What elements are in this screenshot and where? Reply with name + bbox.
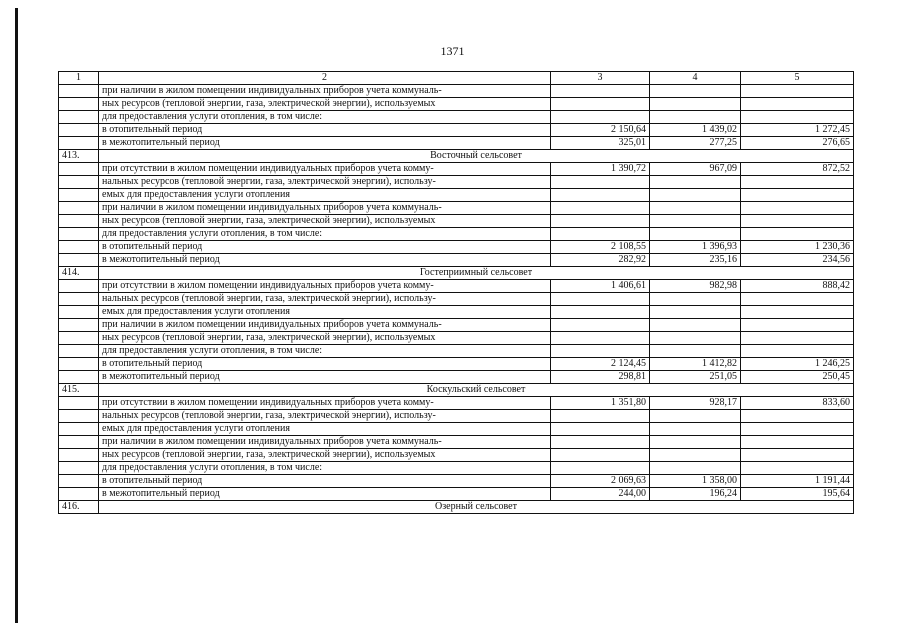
number-cell [59, 306, 99, 319]
section-title: Восточный сельсовет [99, 150, 854, 163]
table-row [59, 176, 854, 189]
value-cell [741, 98, 854, 111]
text-line: для предоставления услуги отопления, в том числе: [99, 111, 551, 124]
value-cell [741, 111, 854, 124]
value-cell [551, 332, 650, 345]
value-cell [741, 228, 854, 241]
number-cell [59, 215, 99, 228]
value-cell: 2 150,64 [551, 124, 650, 137]
number-cell [59, 436, 99, 449]
table-row [59, 475, 854, 488]
value-cell [551, 345, 650, 358]
value-cell [741, 319, 854, 332]
number-cell [59, 124, 99, 137]
value-cell: 928,17 [650, 397, 741, 410]
value-cell [650, 410, 741, 423]
number-cell [59, 241, 99, 254]
table-row [59, 85, 854, 98]
section-title: Озерный сельсовет [99, 501, 854, 514]
value-cell: 1 412,82 [650, 358, 741, 371]
value-cell [551, 98, 650, 111]
value-cell [650, 319, 741, 332]
period-label: в отопительный период [99, 358, 551, 371]
value-cell [650, 176, 741, 189]
text-line: при наличии в жилом помещении индивидуальных приборов учета коммуналь- [99, 436, 551, 449]
text-line: нальных ресурсов (тепловой энергии, газа, электрической энергии), использу- [99, 176, 551, 189]
value-cell [650, 449, 741, 462]
period-label: в межотопительный период [99, 488, 551, 501]
table-row [59, 98, 854, 111]
value-cell [741, 202, 854, 215]
value-cell [551, 306, 650, 319]
section-title: Гостеприимный сельсовет [99, 267, 854, 280]
table-row [59, 436, 854, 449]
value-cell [551, 436, 650, 449]
value-cell: 1 406,61 [551, 280, 650, 293]
value-cell: 298,81 [551, 371, 650, 384]
value-cell: 250,45 [741, 371, 854, 384]
value-cell [650, 423, 741, 436]
value-cell [741, 410, 854, 423]
text-line: емых для предоставления услуги отопления [99, 423, 551, 436]
text-line: нальных ресурсов (тепловой энергии, газа, электрической энергии), использу- [99, 293, 551, 306]
number-cell [59, 475, 99, 488]
table-row [59, 319, 854, 332]
value-cell [650, 345, 741, 358]
table-row [59, 202, 854, 215]
value-cell: 235,16 [650, 254, 741, 267]
table-row [59, 124, 854, 137]
number-cell [59, 202, 99, 215]
section-row [59, 267, 854, 280]
text-line: при наличии в жилом помещении индивидуальных приборов учета коммуналь- [99, 85, 551, 98]
value-cell: 1 439,02 [650, 124, 741, 137]
value-cell: 967,09 [650, 163, 741, 176]
value-cell: 1 390,72 [551, 163, 650, 176]
value-cell: 1 272,45 [741, 124, 854, 137]
table-row [59, 410, 854, 423]
table-row [59, 306, 854, 319]
text-line: емых для предоставления услуги отопления [99, 306, 551, 319]
number-cell [59, 85, 99, 98]
value-cell [650, 462, 741, 475]
value-cell [741, 345, 854, 358]
number-cell [59, 163, 99, 176]
value-cell [551, 462, 650, 475]
value-cell [551, 189, 650, 202]
value-cell: 276,65 [741, 137, 854, 150]
value-cell [551, 319, 650, 332]
value-cell: 251,05 [650, 371, 741, 384]
table-row [59, 228, 854, 241]
table-row [59, 462, 854, 475]
value-cell [741, 85, 854, 98]
table-row [59, 345, 854, 358]
number-cell [59, 189, 99, 202]
header-cell: 2 [99, 72, 551, 85]
number-cell [59, 176, 99, 189]
number-cell [59, 332, 99, 345]
value-cell [551, 111, 650, 124]
number-cell [59, 98, 99, 111]
header-cell: 3 [551, 72, 650, 85]
value-cell: 2 124,45 [551, 358, 650, 371]
tariff-table [58, 71, 854, 514]
value-cell: 195,64 [741, 488, 854, 501]
value-cell: 1 191,44 [741, 475, 854, 488]
table-row [59, 488, 854, 501]
value-cell [650, 293, 741, 306]
text-line: емых для предоставления услуги отопления [99, 189, 551, 202]
text-line: при отсутствии в жилом помещении индивидуальных приборов учета комму- [99, 163, 551, 176]
section-title: Коскульский сельсовет [99, 384, 854, 397]
value-cell [551, 410, 650, 423]
number-cell [59, 293, 99, 306]
value-cell [741, 176, 854, 189]
table-row [59, 254, 854, 267]
header-row [59, 72, 854, 85]
value-cell: 282,92 [551, 254, 650, 267]
header-cell: 4 [650, 72, 741, 85]
table-row [59, 449, 854, 462]
page-number: 1371 [440, 44, 465, 58]
value-cell: 1 230,36 [741, 241, 854, 254]
value-cell [551, 202, 650, 215]
number-cell [59, 228, 99, 241]
section-row [59, 150, 854, 163]
number-cell [59, 449, 99, 462]
value-cell [650, 111, 741, 124]
value-cell: 982,98 [650, 280, 741, 293]
number-cell [59, 423, 99, 436]
value-cell: 1 351,80 [551, 397, 650, 410]
number-cell [59, 319, 99, 332]
value-cell: 833,60 [741, 397, 854, 410]
value-cell: 2 069,63 [551, 475, 650, 488]
number-cell [59, 137, 99, 150]
table-row [59, 280, 854, 293]
text-line: при наличии в жилом помещении индивидуальных приборов учета коммуналь- [99, 202, 551, 215]
section-number: 415. [59, 384, 99, 397]
value-cell [741, 462, 854, 475]
text-line: для предоставления услуги отопления, в том числе: [99, 462, 551, 475]
number-cell [59, 111, 99, 124]
value-cell [650, 228, 741, 241]
value-cell: 244,00 [551, 488, 650, 501]
table-row [59, 215, 854, 228]
text-line: ных ресурсов (тепловой энергии, газа, электрической энергии), используемых [99, 332, 551, 345]
table-row [59, 189, 854, 202]
table-row [59, 111, 854, 124]
number-cell [59, 397, 99, 410]
value-cell [551, 176, 650, 189]
number-cell [59, 358, 99, 371]
header-cell: 1 [59, 72, 99, 85]
period-label: в межотопительный период [99, 254, 551, 267]
header-cell: 5 [741, 72, 854, 85]
value-cell [650, 85, 741, 98]
value-cell: 2 108,55 [551, 241, 650, 254]
period-label: в межотопительный период [99, 137, 551, 150]
value-cell [650, 306, 741, 319]
value-cell [741, 189, 854, 202]
table-row [59, 293, 854, 306]
value-cell [551, 85, 650, 98]
period-label: в межотопительный период [99, 371, 551, 384]
value-cell: 888,42 [741, 280, 854, 293]
period-label: в отопительный период [99, 124, 551, 137]
value-cell [551, 228, 650, 241]
value-cell [650, 436, 741, 449]
value-cell [551, 449, 650, 462]
table-row [59, 371, 854, 384]
text-line: при наличии в жилом помещении индивидуальных приборов учета коммуналь- [99, 319, 551, 332]
value-cell [551, 293, 650, 306]
text-line: для предоставления услуги отопления, в том числе: [99, 228, 551, 241]
value-cell [741, 449, 854, 462]
number-cell [59, 462, 99, 475]
value-cell: 277,25 [650, 137, 741, 150]
text-line: для предоставления услуги отопления, в том числе: [99, 345, 551, 358]
value-cell [741, 293, 854, 306]
value-cell: 196,24 [650, 488, 741, 501]
number-cell [59, 371, 99, 384]
value-cell [650, 98, 741, 111]
table-row [59, 163, 854, 176]
value-cell [650, 215, 741, 228]
value-cell [650, 332, 741, 345]
section-number: 414. [59, 267, 99, 280]
number-cell [59, 254, 99, 267]
table-row [59, 332, 854, 345]
value-cell [551, 423, 650, 436]
section-number: 416. [59, 501, 99, 514]
value-cell: 1 246,25 [741, 358, 854, 371]
section-row [59, 501, 854, 514]
section-number: 413. [59, 150, 99, 163]
number-cell [59, 345, 99, 358]
text-line: при отсутствии в жилом помещении индивидуальных приборов учета комму- [99, 280, 551, 293]
period-label: в отопительный период [99, 475, 551, 488]
value-cell [741, 306, 854, 319]
text-line: ных ресурсов (тепловой энергии, газа, электрической энергии), используемых [99, 449, 551, 462]
value-cell: 234,56 [741, 254, 854, 267]
text-line: нальных ресурсов (тепловой энергии, газа, электрической энергии), использу- [99, 410, 551, 423]
value-cell: 872,52 [741, 163, 854, 176]
text-line: ных ресурсов (тепловой энергии, газа, электрической энергии), используемых [99, 215, 551, 228]
value-cell: 1 396,93 [650, 241, 741, 254]
period-label: в отопительный период [99, 241, 551, 254]
table-row [59, 358, 854, 371]
number-cell [59, 488, 99, 501]
scan-edge-line [15, 8, 18, 623]
value-cell [650, 202, 741, 215]
value-cell: 325,01 [551, 137, 650, 150]
table-row [59, 397, 854, 410]
value-cell [741, 423, 854, 436]
table-row [59, 137, 854, 150]
table-row [59, 241, 854, 254]
text-line: ных ресурсов (тепловой энергии, газа, электрической энергии), используемых [99, 98, 551, 111]
section-row [59, 384, 854, 397]
value-cell [551, 215, 650, 228]
table-row [59, 423, 854, 436]
number-cell [59, 280, 99, 293]
number-cell [59, 410, 99, 423]
value-cell [741, 436, 854, 449]
value-cell [741, 215, 854, 228]
value-cell: 1 358,00 [650, 475, 741, 488]
value-cell [741, 332, 854, 345]
text-line: при отсутствии в жилом помещении индивидуальных приборов учета комму- [99, 397, 551, 410]
value-cell [650, 189, 741, 202]
